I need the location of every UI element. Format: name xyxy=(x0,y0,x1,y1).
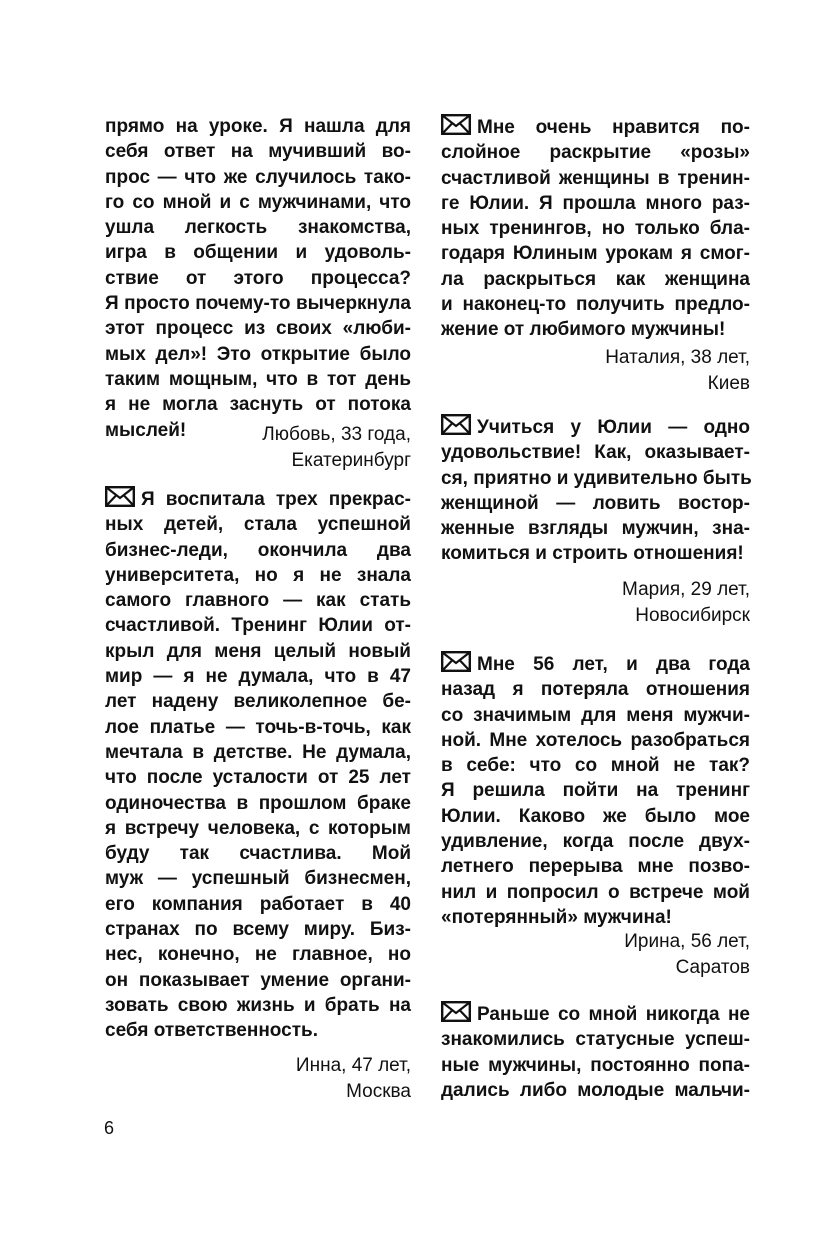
text-line: счастливой. Тренинг Юлии от- xyxy=(105,615,411,637)
testimonial-inna xyxy=(105,487,411,1044)
testimonial-lyubov xyxy=(105,114,411,443)
text-line: одиночества в прошлом браке xyxy=(105,792,411,814)
text-line: ге Юлии. Я прошла много раз- xyxy=(441,192,750,214)
text-line: ных детей, стала успешной xyxy=(105,514,411,536)
text-line: «потерянный» мужчина! xyxy=(441,906,672,928)
signature-line: Инна, 47 лет, xyxy=(295,1055,411,1076)
text-line: комиться и строить отношения! xyxy=(441,543,744,565)
text-line-content: Я воспитала трех прекрас- xyxy=(141,489,411,510)
envelope-icon xyxy=(441,1001,471,1029)
text-line: годаря Юлиным урокам я смог- xyxy=(441,243,750,265)
text-line xyxy=(441,115,750,140)
text-line-content: Учиться у Юлии — одно xyxy=(477,417,750,438)
text-line: со значимым для меня мужчи- xyxy=(441,704,750,726)
text-line-content: Мне 56 лет, и два года xyxy=(477,654,750,675)
text-line: я встречу человека, с которым xyxy=(105,817,411,839)
signature-irina xyxy=(441,929,750,980)
testimonial-natalia xyxy=(441,115,750,343)
text-line: Юлии. Каково же было мое xyxy=(441,805,750,827)
text-line: муж — успешный бизнесмен, xyxy=(105,868,411,890)
signature-lyubov xyxy=(105,422,411,473)
envelope-icon xyxy=(441,114,471,142)
text-line xyxy=(441,652,750,677)
testimonial-maria xyxy=(441,415,750,567)
text-line: мир — я не думала, что в 47 xyxy=(105,666,411,688)
signature-line: Екатеринбург xyxy=(291,449,411,471)
text-line: лет надену великолепное бе- xyxy=(105,691,411,713)
text-line: прос — что же случилось тако- xyxy=(105,166,411,188)
text-line: буду так счастлива. Мой xyxy=(105,843,411,865)
text-line-content: Раньше со мной никогда не xyxy=(477,1004,750,1025)
text-line: Я решила пойти на тренинг xyxy=(441,780,750,802)
signature-line: Любовь, 33 года, xyxy=(262,424,411,445)
text-line: Я просто почему-то вычеркнула xyxy=(105,293,411,315)
text-line: его компания работает в 40 xyxy=(105,893,411,915)
envelope-icon xyxy=(105,486,135,514)
text-line: ся, приятно и удивительно быть xyxy=(441,467,752,489)
text-line: знакомились статусные успеш- xyxy=(441,1029,750,1051)
text-line: что после усталости от 25 лет xyxy=(105,767,411,789)
text-line-content: Мне очень нравится по- xyxy=(477,117,750,138)
envelope-icon xyxy=(441,651,471,679)
text-line: мыслей! xyxy=(105,419,187,441)
text-line: бизнес-леди, окончила два xyxy=(105,539,411,561)
text-line: ла раскрыться как женщина xyxy=(441,268,750,290)
text-line: я не могла заснуть от потока xyxy=(105,394,411,416)
signature-natalia xyxy=(441,345,750,396)
signature-line: Наталия, 38 лет, xyxy=(605,347,750,368)
text-line: нил и попросил о встрече мой xyxy=(441,881,750,903)
text-line: назад я потеряла отношения xyxy=(441,679,750,701)
text-line xyxy=(105,487,411,512)
testimonial-irina xyxy=(441,652,750,930)
text-line: го со мной и с мужчинами, что xyxy=(105,191,411,213)
text-line: лое платье — точь-в-точь, как xyxy=(105,716,411,738)
text-line: в себе: что со мной не так? xyxy=(441,755,750,777)
text-line: себя ответственность. xyxy=(105,1020,318,1042)
signature-line: Киев xyxy=(707,372,750,394)
text-line: этот процесс из своих «люби- xyxy=(105,318,411,340)
text-line: удовольствие! Как, оказывает- xyxy=(441,442,750,464)
text-line: ных тренингов, но только бла- xyxy=(441,218,750,240)
text-line: игра в общении и удоволь- xyxy=(105,242,411,264)
text-line: женные взгляды мужчин, зна- xyxy=(441,518,750,540)
text-line: мечтала в детстве. Не думала, xyxy=(105,741,411,763)
signature-line: Саратов xyxy=(675,956,750,978)
testimonial-continued xyxy=(441,1002,750,1103)
text-line: женщиной — ловить востор- xyxy=(441,492,750,514)
text-line: таким мощным, что в тот день xyxy=(105,368,411,390)
text-line: дались либо молодые мальчи- xyxy=(441,1079,750,1101)
text-line: зовать свою жизнь и брать на xyxy=(105,994,411,1016)
text-line: жение от любимого мужчины! xyxy=(441,319,726,341)
page-number: 6 xyxy=(104,1118,115,1138)
text-line: летнего перерыва мне позво- xyxy=(441,856,750,878)
signature-maria xyxy=(441,577,750,628)
text-line: ушла легкость знакомства, xyxy=(105,217,411,239)
text-line: ной. Мне хотелось разобраться xyxy=(441,729,750,751)
text-line xyxy=(441,415,750,440)
text-line xyxy=(441,1002,750,1027)
text-line: и наконец-то получить предло- xyxy=(441,294,750,316)
text-line: себя ответ на мучивший во- xyxy=(105,141,411,163)
text-line: университета, но я не знала xyxy=(105,564,411,586)
text-line: ные мужчины, постоянно попа- xyxy=(441,1054,750,1076)
signature-line: Ирина, 56 лет, xyxy=(624,931,750,952)
text-line: мых дел»! Это открытие было xyxy=(105,343,411,365)
text-line: ствие от этого процесса? xyxy=(105,267,411,289)
signature-line: Москва xyxy=(346,1080,411,1102)
envelope-icon xyxy=(441,414,471,442)
text-line: странах по всему миру. Биз- xyxy=(105,919,411,941)
signature-inna xyxy=(105,1053,411,1104)
text-line: крыл для меня целый новый xyxy=(105,640,411,662)
text-line: он показывает умение органи- xyxy=(105,969,411,991)
signature-line: Новосибирск xyxy=(635,604,750,626)
text-line: прямо на уроке. Я нашла для xyxy=(105,116,411,137)
text-line: нес, конечно, не главное, но xyxy=(105,944,411,966)
text-line: слойное раскрытие «розы» xyxy=(441,142,750,164)
text-line: удивление, когда после двух- xyxy=(441,831,750,853)
signature-line: Мария, 29 лет, xyxy=(622,579,750,600)
text-line: счастливой женщины в тренин- xyxy=(441,167,750,189)
text-line: самого главного — как стать xyxy=(105,590,411,612)
